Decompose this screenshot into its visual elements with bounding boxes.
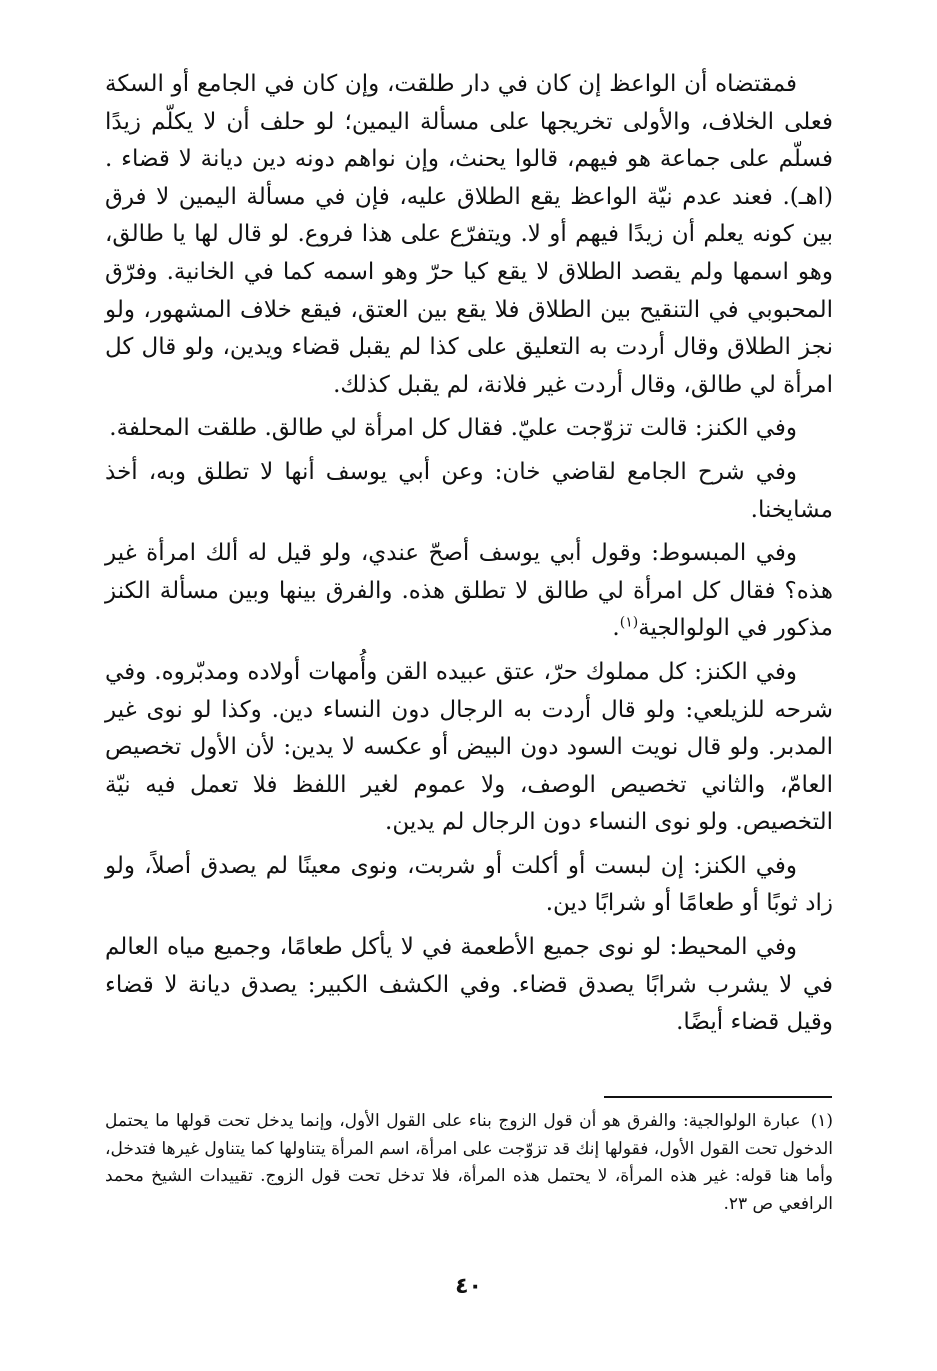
footnote-1 xyxy=(105,1108,833,1218)
paragraph-3: وفي شرح الجامع لقاضي خان: وعن أبي يوسف أنها لا تطلق وبه، أخذ مشايخنا. xyxy=(105,458,833,523)
page-number: ٤٠ xyxy=(455,1274,482,1299)
paragraph-5: وفي الكنز: كل مملوك حرّ، عتق عبيده القن وأُمهات أولاده ومدبّروه. وفي شرحه للزيلعي: ولو قال أردت به الرجال دون النساء دين. وكذا لو نوى غير المدبر. ولو قال نويت السود دون البيض أو عكسه لا يدين: لأن الأول تخصيص العامّ، والثاني تخصيص الوصف، ولا عموم لغير اللفظ فلا تعمل فيه نيّة التخصيص. ولو نوى النساء دون الرجال لم يدين. xyxy=(105,658,833,836)
paragraph-2: وفي الكنز: قالت تزوّجت عليّ. فقال كل امرأة لي طالق. طلقت المحلفة. xyxy=(109,415,797,442)
footnote-text: عبارة الولوالجية: والفرق هو أن قول الزوج بناء على القول الأول، وإنما يدخل تحت قولها ما يحتمل الدخول تحت القول الأول، فقولها إنك قد تزوّجت على امرأة، اسم المرأة يتناولها كما يتناول غيرها فتدخل، وأما هنا قوله: غير هذه المرأة، لا يحتمل هذه المرأة، فلا تدخل تحت قول الزوج. تقييدات الشيخ محمد الرافعي ص ٢٣. xyxy=(105,1111,833,1214)
paragraph-6: وفي الكنز: إن لبست أو أكلت أو شربت، ونوى معينًا لم يصدق أصلاً، ولو زاد ثوبًا أو طعامًا أو شرابًا دين. xyxy=(105,852,833,917)
footnote-reference[interactable]: (١) xyxy=(619,614,639,631)
paragraph-7: وفي المحيط: لو نوى جميع الأطعمة في لا يأكل طعامًا، وجميع مياه العالم في لا يشرب شرابًا يصدق قضاء. وفي الكشف الكبير: يصدق ديانة لا قضاء وقيل قضاء أيضًا. xyxy=(105,934,833,1036)
paragraph-4-end: . xyxy=(612,615,620,642)
footnote-separator xyxy=(604,1096,832,1098)
main-text xyxy=(105,66,833,1048)
footnote-number: (١) xyxy=(810,1111,833,1131)
footnotes xyxy=(105,1108,833,1218)
paragraph-4 xyxy=(105,535,833,648)
paragraph-1: فمقتضاه أن الواعظ إن كان في دار طلقت، وإن كان في الجامع أو السكة فعلى الخلاف، والأولى تخريجها على مسألة اليمين؛ لو حلف أن لا يكلّم زيدًا فسلّم على جماعة هو فيهم، قالوا يحنث، وإن نواهم دونه دين ديانة لا قضاء .(اهـ). فعند عدم نيّة الواعظ يقع الطلاق عليه، فإن في مسألة اليمين لا فرق بين كونه يعلم أن زيدًا فيهم أو لا. ويتفرّع على هذا فروع. لو قال لها يا طالق، وهو اسمها ولم يقصد الطلاق لا يقع كيا حرّ وهو اسمه كما في الخانية. وفرّق المحبوبي في التنقيح بين الطلاق فلا يقع بين العتق، فيقع خلاف المشهور، ولو نجز الطلاق وقال أردت به التعليق على كذا لم يقبل قضاء ويدين، ولو قال كل امرأة لي طالق، وقال أردت غير فلانة، لم يقبل كذلك. xyxy=(105,71,833,398)
paragraph-4-text: وفي المبسوط: وقول أبي يوسف أصحّ عندي، ولو قيل له ألك امرأة غير هذه؟ فقال كل امرأة لي طالق لا تطلق هذه. والفرق بينها وبين مسألة الكنز مذكور في الولوالجية xyxy=(105,540,833,642)
